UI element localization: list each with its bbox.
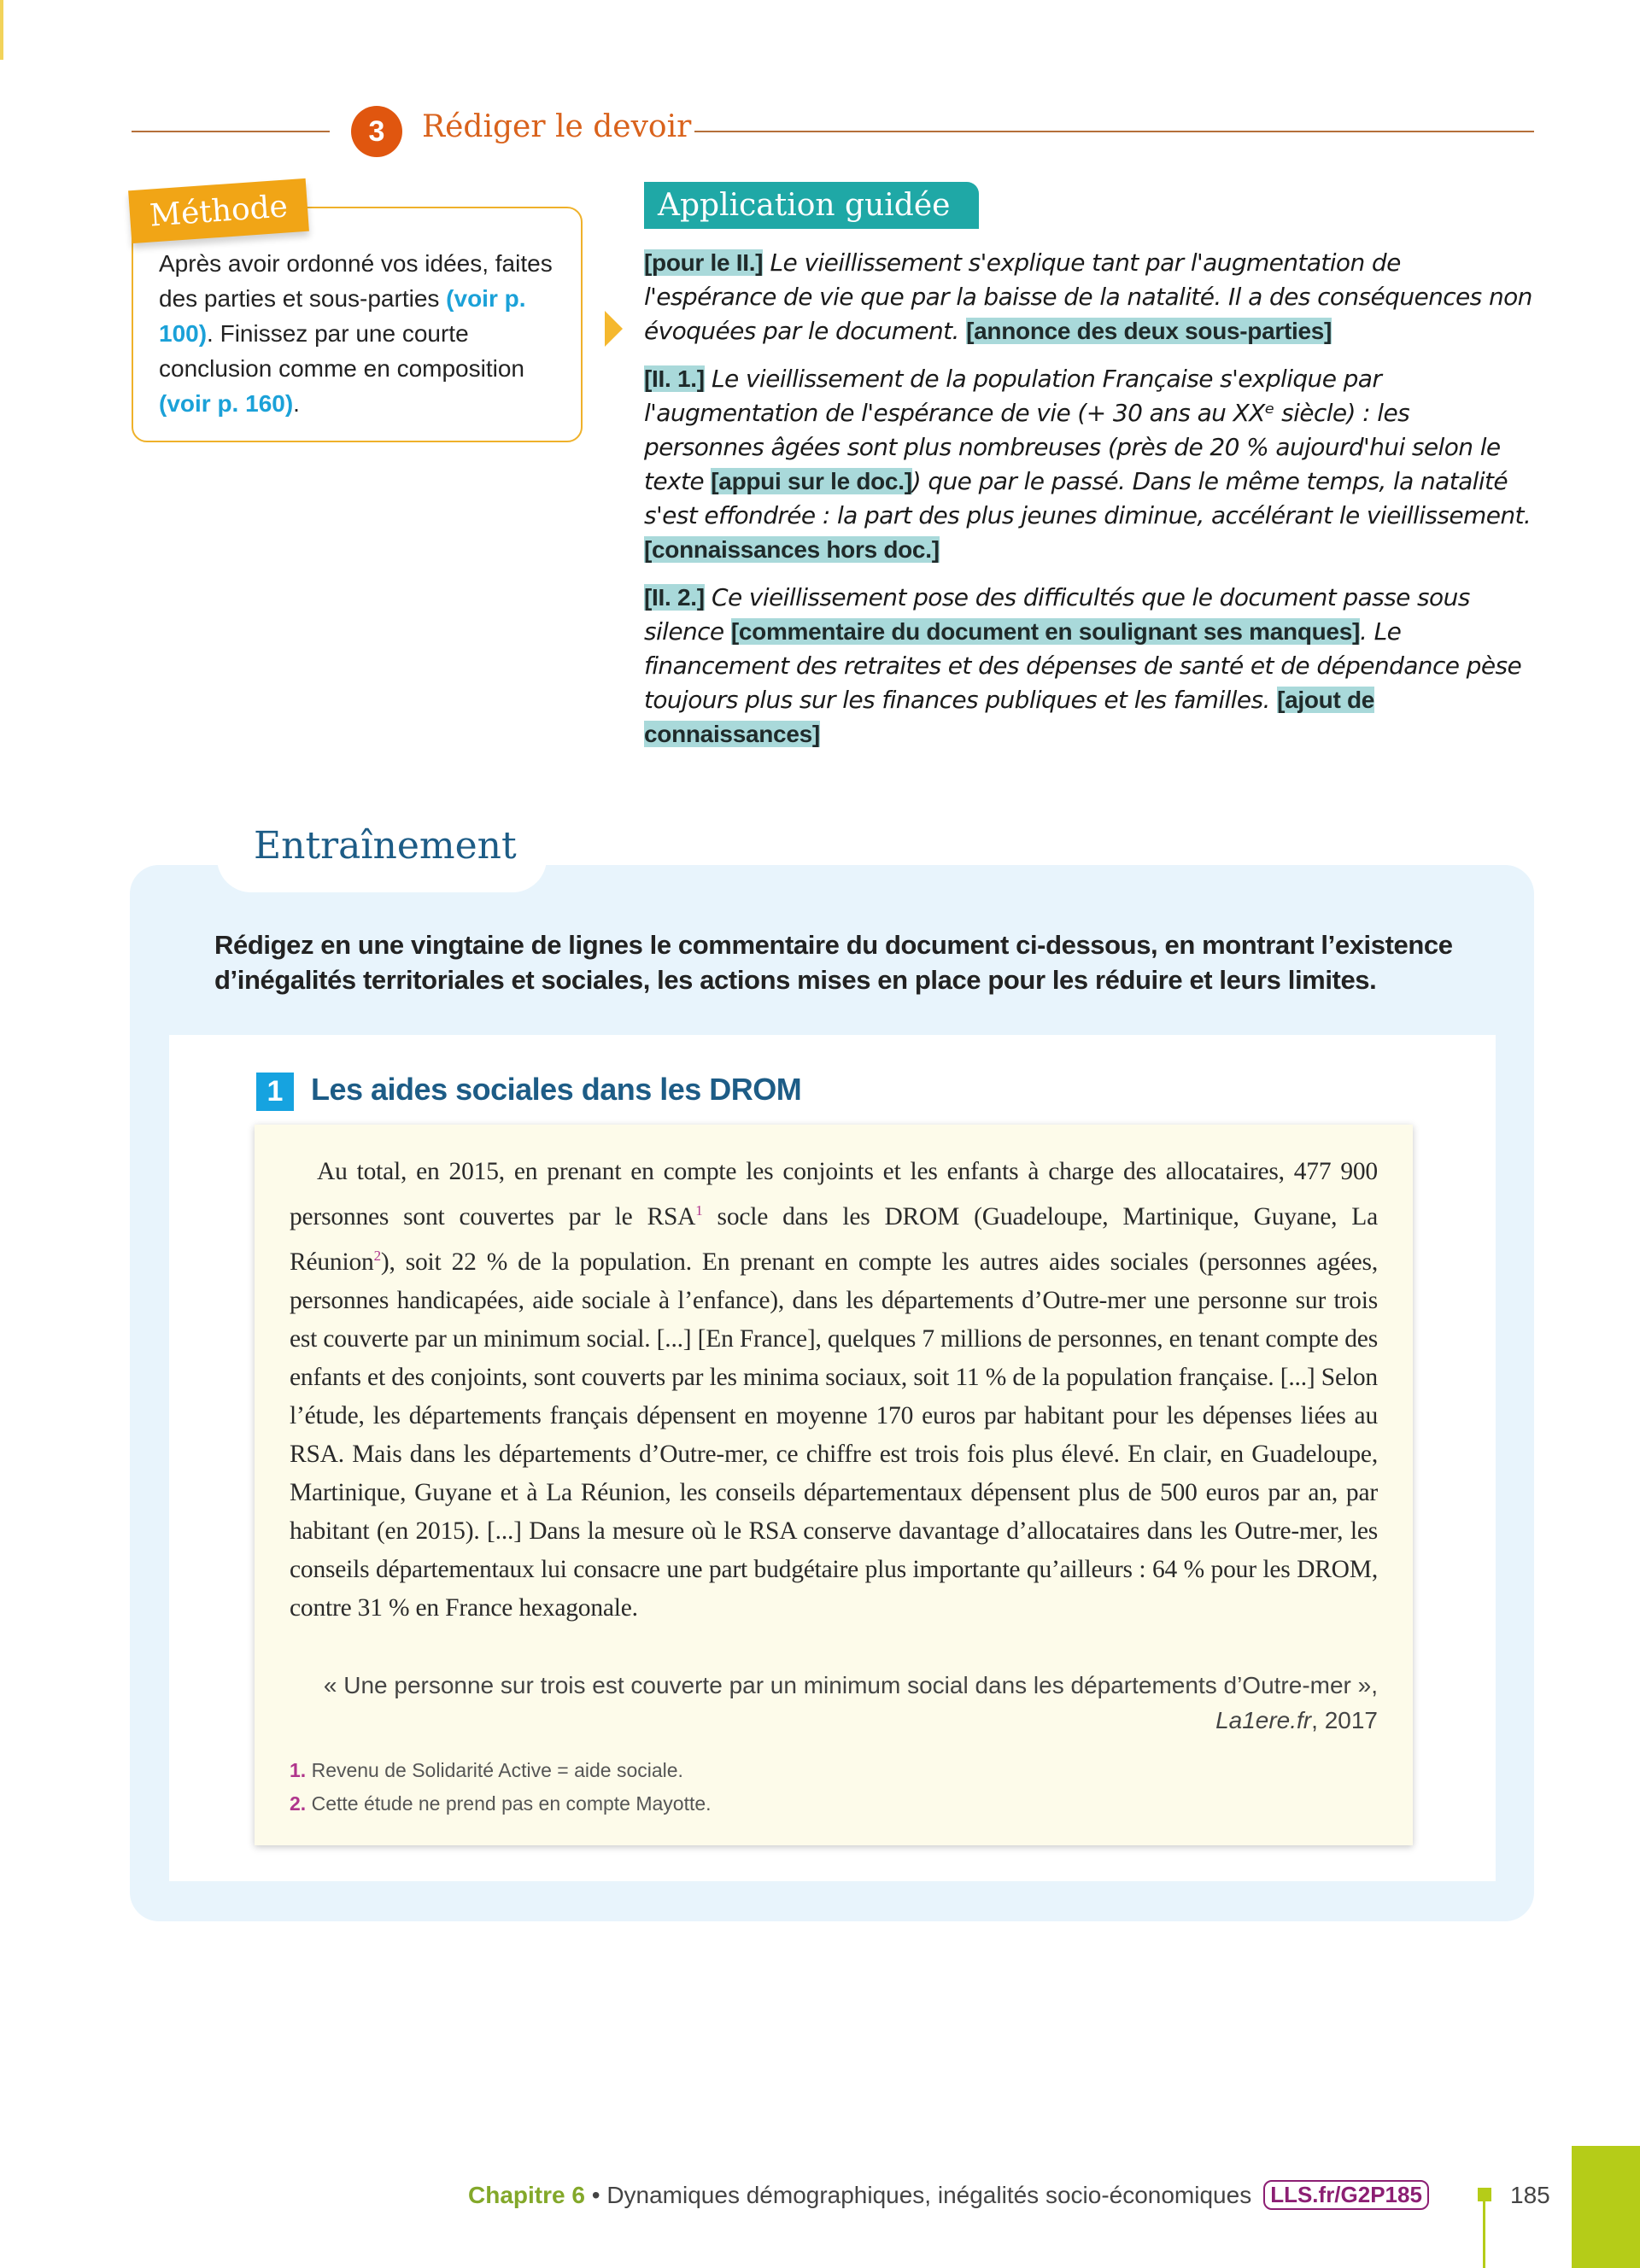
annotation-highlight: [commentaire du document en soulignant ses manques] — [730, 618, 1361, 645]
annotation-highlight: [pour le II.] — [644, 249, 764, 276]
annotation-highlight: [ajout de connaissances] — [644, 687, 1375, 747]
footnote-number: 1. — [290, 1759, 307, 1781]
method-tag: Méthode — [128, 178, 309, 243]
footnote-number: 2. — [290, 1792, 307, 1815]
lls-link[interactable]: LLS.fr/G2P185 — [1263, 2180, 1429, 2210]
arrow-right-icon — [605, 311, 623, 347]
footnote — [290, 1754, 712, 1787]
citation-year: , 2017 — [1311, 1707, 1378, 1733]
document-text-b: socle dans les DROM (Guadeloupe, Martinique, Guyane, La Réunion — [290, 1202, 1378, 1276]
annotation-highlight: [II. 1.] — [644, 365, 705, 392]
document-title: Les aides sociales dans les DROM — [311, 1072, 802, 1107]
footer-separator: • — [584, 2181, 607, 2208]
application-text — [644, 246, 1532, 765]
link-page-100[interactable]: (voir p. 100) — [159, 285, 526, 347]
page-footer — [468, 2180, 1429, 2210]
application-text-segment: Le vieillissement de la population Française s'explique par l'augmentation de l'espérance de vie (+ 30 ans au XXᵉ siècle) : les personnes âgées sont plus nombreuses (près de 20 % aujourd'hui selon le texte — [644, 365, 1501, 495]
application-paragraph — [644, 581, 1532, 751]
annotation-highlight: [connaissances hors doc.] — [644, 536, 940, 563]
document-citation — [290, 1668, 1378, 1738]
method-text — [159, 246, 560, 421]
training-instruction: Rédigez en une vingtaine de lignes le commentaire du document ci-dessous, en montrant l’existence d’inégalités territoriales et sociales, les actions mises en place pour les réduire et leurs limites. — [214, 930, 1453, 995]
link-page-160[interactable]: (voir p. 160) — [159, 390, 294, 417]
method-text-1: Après avoir ordonné vos idées, faites des parties et sous-parties — [159, 250, 553, 312]
application-text-segment: ) que par le passé. Dans le même temps, la natalité s'est effondrée : la part des plus jeunes diminue, accélérant le vieillissement. — [644, 467, 1532, 529]
citation-title: « Une personne sur trois est couverte par un minimum social dans les départements d’Outre-mer », — [323, 1672, 1378, 1698]
document-number-badge: 1 — [256, 1073, 294, 1111]
application-text-segment: Le vieillissement s'explique tant par l'augmentation de l'espérance de vie que par la baisse de la natalité. Il a des conséquences non évoquées par le document. — [644, 248, 1532, 345]
page-number: 185 — [1510, 2182, 1550, 2208]
application-text-segment: Ce vieillissement pose des difficultés que le document passe sous silence — [644, 583, 1470, 646]
footnote-text: Cette étude ne prend pas en compte Mayotte. — [306, 1792, 712, 1815]
document-body — [290, 1153, 1378, 1628]
footer-marker-line — [1483, 2195, 1485, 2268]
document-text-c: ), soit 22 % de la population. En prenant en compte les autres aides sociales (personnes agées, personnes handicapées, aide sociale à l’enfance), dans les départements d’Outre-mer une personne sur trois est couverte par un minimum social. [...] [En France], quelques 7 millions de personnes, en tenant compte des enfants et des conjoints, sont couverts par les minima sociaux, soit 11 % de la population française. [...] Selon l’étude, les départements français dépensent en moyenne 170 euros par habitant pour les dépenses liées au RSA. Mais dans les départements d’Outre-mer, ce chiffre est trois fois plus élevé. En clair, en Guadeloupe, Martinique, Guyane et à La Réunion, les conseils départementaux dépensent plus de 500 euros par an, par habitant (en 2015). [...] Dans la mesure où le RSA conserve davantage d’allocataires dans les Outre-mer, les conseils départementaux lui consacre une part budgétaire plus importante qu’ailleurs : 64 % pour les DROM, contre 31 % en France hexagonale. — [290, 1248, 1378, 1622]
method-text-3: . — [293, 390, 300, 417]
annotation-highlight: [II. 2.] — [644, 584, 705, 611]
step-number-badge: 3 — [351, 106, 402, 157]
page-edge-tab — [1572, 2146, 1640, 2268]
annotation-highlight: [annonce des deux sous-parties] — [966, 318, 1332, 344]
application-paragraph — [644, 362, 1532, 567]
section-title: Rédiger le devoir — [422, 109, 692, 144]
application-text-segment: . Le financement des retraites et des dépenses de santé et de dépendance pèse toujours plus sur les finances publiques et les familles. — [644, 617, 1522, 714]
chapter-label: Chapitre 6 — [468, 2181, 585, 2208]
document-text-a: Au total, en 2015, en prenant en compte les conjoints et les enfants à charge des allocataires, 477 900 personnes sont couvertes par le RSA — [290, 1158, 1378, 1230]
application-paragraph — [644, 246, 1532, 348]
citation-source: La1ere.fr — [1215, 1707, 1312, 1733]
footnote-text: Revenu de Solidarité Active = aide sociale. — [306, 1759, 683, 1781]
application-tag: Application guidée — [644, 182, 979, 229]
header-divider-left — [132, 131, 330, 132]
annotation-highlight: [appui sur le doc.] — [711, 468, 912, 494]
footnote-ref-1: 1 — [695, 1202, 703, 1219]
chapter-title: Dynamiques démographiques, inégalités socio-économiques — [606, 2181, 1252, 2208]
training-title: Entraînement — [254, 824, 517, 868]
method-text-2: . Finissez par une courte conclusion comme en composition — [159, 320, 524, 382]
page-edge-mark — [0, 0, 3, 60]
footnote — [290, 1787, 712, 1821]
footnote-ref-2: 2 — [373, 1247, 381, 1264]
footnotes — [290, 1754, 712, 1821]
header-divider-right — [694, 131, 1534, 132]
